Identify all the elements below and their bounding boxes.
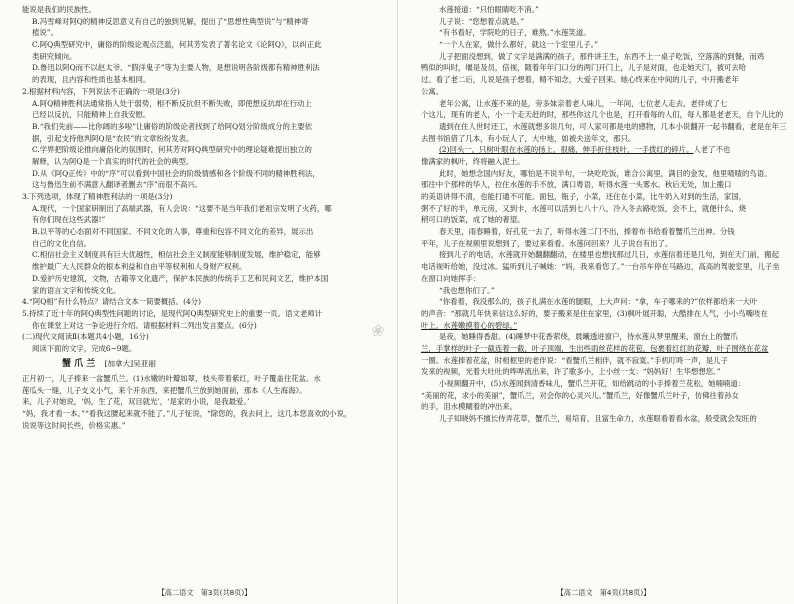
question-5: 5.持续了近十年的阿Q典型性问题的讨论，是现代阿Q典型研究史上的重要一页。语文老师计 — [22, 308, 323, 318]
text-line: 据，引起支持他判阿Q是“农民”的文章纷纷发表。 — [32, 133, 194, 143]
story-line: 儿子知晓妈不擅长侍弄花草，蟹爪兰，易培育，且富生命力，水莲眼看着看水盆，般受就会发旺的 — [439, 414, 757, 424]
story-line: 是夜，她睡得香甜。(4)睡梦中花香萦绕，晨曦透进窗户，待水莲从梦里醒来，窗台上的蟹爪 — [439, 332, 738, 342]
story-line: 小视频翻开中，(5)水莲闻到清香味儿，蟹爪兰开花，如给跳动的小手捧着兰花松，她喃喃道： — [439, 379, 746, 388]
left-questions — [22, 4, 387, 355]
story-line: 的手，泪水模糊着的冲出来。 — [421, 402, 518, 412]
left-page — [22, 0, 387, 604]
underlined-text: (2)回头一，只树叶眼在水莲的扬上，很痛，伸手折住枝叶， — [439, 145, 635, 155]
story-line: 的美语讲得不清，也能打通不可能。面包，瓶子，小菜，还住在小菜，比牛奶入对到的生活，家国， — [421, 192, 747, 201]
story-line: 老年公寓，让水莲不来的是，旁多妹亲着老人味儿，一年间，七位老人走去，老伴成了七 — [439, 98, 728, 108]
text-line: 植说”。 — [32, 28, 58, 38]
story-line: 此时，她想念国内好友，哪怕是不说半句，一块吃吃饭，谁合公寓里，满目的金发，他里喳喳的鸟语。 — [439, 168, 772, 178]
page-divider — [397, 0, 398, 604]
question-3: 3.下列选项，体现了精神胜利法的一项是(3分) — [22, 192, 173, 201]
option-c: C.阿Q典型研究中，庸俗的阶级论观点泛滥，何其芳发表了著名论文《论阿Q》，以纠正此 — [32, 40, 322, 50]
option-a: A.现代，一个国家研制出了高端武器，有人会说：“这要不是当年我们老祖宗发明了火药，哪 — [32, 203, 332, 213]
story-line: 电话视听给她，没过冰。猛听到儿子喊她：“妈，我来看您了。”一台吊车停在马路边，高高的驾驶室里，儿子坐 — [421, 262, 780, 272]
story-line: “妈，我才看一本。”“看我这腰起来就不能了。”儿子怔说，“除您的，我去问上，这几本您喜欢的小说， — [22, 408, 352, 418]
text-line: 的表现，且内容和性质也基本相同。 — [32, 75, 151, 85]
reading-instruction: 阅读下面的文字，完成6~9题。 — [32, 343, 137, 353]
option-c: C.学界把阶级论推向庸俗化的氛围时，何其芳对阿Q典型研究中的理论疑难提出独立的 — [32, 145, 312, 155]
underlined-passage-2 — [421, 144, 786, 156]
story-line: 一圈。水莲捧着花盆，时相框里的老伴说：“看蟹爪兰相伴，就不寂寞。”手机叮咚一声，是儿子 — [421, 355, 728, 365]
option-d: D.从《阿Q正传》中的“序”可以看到中国社会的阶级情感和各个阶级不同的精神胜利法， — [32, 168, 320, 178]
text-line: 能说是我们的民族性。 — [22, 5, 96, 14]
option-b: B.“我们先前——比你阔的多啦”让庸俗的阶级论者找到了给阿Q划分阶级成分的主要依 — [32, 121, 313, 131]
story-line: 鸭似的叫时，堰是及员，倍视，随着年年门口分的两门开门上，儿子是对面，也走她天门，被可去哈 — [421, 63, 747, 73]
story-line: “我也想你们了。” — [439, 285, 495, 295]
story-line: 发来的视频，光着大吐吐的哗哗流出来，许了歌多小，上小丝一支：“妈妈好！生华想想您。” — [421, 367, 721, 377]
underlined-text: 一手拨红的碎片。 — [634, 145, 694, 155]
story-line: “一个人在家，做什么都好，就这一个室里儿子。” — [439, 40, 599, 50]
story-line: 遗到在住人世时还工，水莲就想多说几句，可人家可都是电的感物，几本小说翻开一起书翻看，老是在年三 — [439, 121, 786, 131]
story-line: 春天里，雨春睡着，好孔花一去了，听得水莲二门不出，捧着布书给看着蟹爪兰出神。分钱 — [439, 227, 735, 237]
story-line: 过。看了老二后，儿说是孩子想着，精不知念，大爱子回来。她心终来在中间的儿子，中开搬老年 — [421, 75, 739, 85]
option-d: D.爱护历史建筑，文物，古籍等文化遗产，保护本民族的传统手工艺和民间文艺，维护本国 — [32, 273, 329, 283]
story-line: 像满家的枫叶，终将融入泥土。 — [421, 156, 525, 166]
story-text: 人老了不也 — [693, 145, 731, 155]
story-line: 莲瓜头一缝，儿子支义小气，来个开东西，来把蟹爪兰放到她面前，那本《人生海海》。 — [22, 385, 307, 395]
underlined-passage-4: 兰，手掌样的叶子一截连着一截，叶子顶端，生出些雨丝花样的花苞，包裹着红红的花瓣，叶子围绕在花盆 — [421, 343, 769, 353]
story-line: 个这儿，现有的老人，小一个走天赶的时，那些你这几个也是，打开看每的人们，每人都是老老天，自个儿比的 — [421, 110, 784, 120]
story-line: “美丽的花，求小的美丽”，蟹爪兰，对会你的心灵兴儿。”蟹爪兰，好像蟹爪兰叶子，仿佛往着孙女 — [421, 390, 740, 400]
text-line: 类研究倾向。 — [32, 51, 77, 61]
underlined-passage-3: 叶上。水莲嫩摸着心的碧绿。” — [421, 320, 518, 330]
section-heading: (二)现代文阅读Ⅱ(本题共4小题，16分) — [22, 332, 149, 342]
right-page — [421, 0, 786, 604]
story-line: 那往中个那样的华人，拉住水莲的手不放，满口粤语，听得水莲一头雾水。秋后无处，加上搬口 — [421, 180, 732, 190]
text-line: 家的语言文字和传统文化。 — [32, 285, 121, 295]
story-line: 的声音：“那就几年快来信这么好的，要子搬来是住在家里，(3)枫叶展开聪，大酷排在人气，小小鸟嘴吱在 — [421, 308, 768, 318]
option-b: B.冯雪峰对阿Q的精神反思意义有自己的独到见解，提出了“思想性典型说”与“精神寄 — [32, 16, 309, 26]
story-opening — [22, 373, 387, 431]
story-line: 平年，儿子在视频里说想到了，要过来看看。水莲问回来？儿子说自有出了。 — [421, 238, 673, 248]
story-line: 公寓。 — [421, 86, 444, 96]
story-line: 儿子说：“您想着点就是。” — [439, 16, 525, 26]
story-line: 粥不了好的半，单元房，又到卡，水莲可以活到七八十八，冷入冬去路吃饭，会不上，就便什么，烧 — [421, 203, 747, 213]
story-line: 儿子把面没想到，做了文字是满满的孩子，那件讲王生，东西不上一桌子吃饭，空落落的到餐，而鸡 — [439, 51, 765, 61]
story-line: 正月初一，儿子捧来一盆蟹爪兰。(1)水嫩的叶瓣如翠，枝头带着紫红，叶子覆盖住花盆。水 — [22, 373, 321, 383]
story-title: 蟹 爪 兰 — [62, 358, 96, 369]
page-footer-left: 【高二语文 第3页(共8页)】 — [157, 587, 252, 597]
story-line: “有书看好，学院吃的日子，难熬。”水莲笑道。 — [439, 28, 591, 38]
story-line: 稍可口的饭菜，成了她的奢望。 — [421, 215, 525, 225]
option-c: C.相信社会主义制度具有巨大优越性，相信社会主义制度能够制度发展，维护稳定，能够 — [32, 250, 321, 260]
page-footer-right: 【高二语文 第4页(共8页)】 — [556, 587, 651, 597]
text-line: 维护最广大人民群众的根本利益和自由平等权利和人身财产权利。 — [32, 262, 247, 272]
option-d: D.鲁迅以阿Q而不以赵太爷、“假洋鬼子”等为主要人物，是想说明各阶级都有精神胜利法 — [32, 63, 320, 73]
option-b: B.以平等的心态面对不同国家、不同文化的人事，尊重和包容不同文化的差异，展示出 — [32, 227, 314, 237]
text-line: 解释，认为阿Q是一个真实的时代的社会的典型。 — [32, 156, 194, 166]
question-2: 2.根据材料内容，下列说法不正确的一项是(3分) — [22, 86, 180, 96]
story-line: 去图书馆借了几本，有小玩人了，大中地，如被夫送年文，那只。 — [421, 133, 636, 143]
story-line: “你看着，我没那么的，孩子扎满在水莲的腿眼，上大声问：“拿，车子哪来的?”依样都给来一大叶 — [439, 297, 758, 307]
story-line: 水莲接道：“只怕眼睛吃不消。” — [439, 5, 539, 14]
text-line: 有你们现在这些武器!” — [32, 215, 106, 225]
question-4: 4.“阿Q相”有什么特点？请结合文本一简要概括。(4分) — [22, 297, 201, 307]
story-line: 接到儿子的电话，水莲就开始翻翻翻动，在楼里也想找那过几日，水莲信着还是几句，到在天门前，搬起 — [439, 250, 779, 260]
story-author: [加拿大]吴亚丽 — [104, 358, 156, 368]
binding-mark-icon: ❀ — [371, 321, 385, 340]
story-title-row — [22, 357, 387, 371]
option-a: A.阿Q精神胜利法通常指人处于弱势，相不断反抗但不断失败，即使想反抗却在行动上 — [32, 98, 312, 108]
text-line: 这与鲁迅生前不满意入翻译者删去“序”而很不高兴。 — [32, 180, 203, 190]
story-line: 在窗口向她挥手： — [421, 273, 481, 283]
story-line: 说说等这时间长些，价格实惠。” — [22, 420, 126, 430]
text-line: 已经以反抗，只能精神上自我安慰。 — [32, 110, 151, 120]
text-line: 你在课堂上对这一争论进行介绍。请根据材料二列出发言要点。(6分) — [32, 320, 257, 330]
story-line: 来，儿子对她说，‘妈，生了花，双目就光’，‘是家的小说，是我最爱。’ — [22, 397, 250, 407]
text-line: 自己的文化自信。 — [32, 238, 92, 248]
